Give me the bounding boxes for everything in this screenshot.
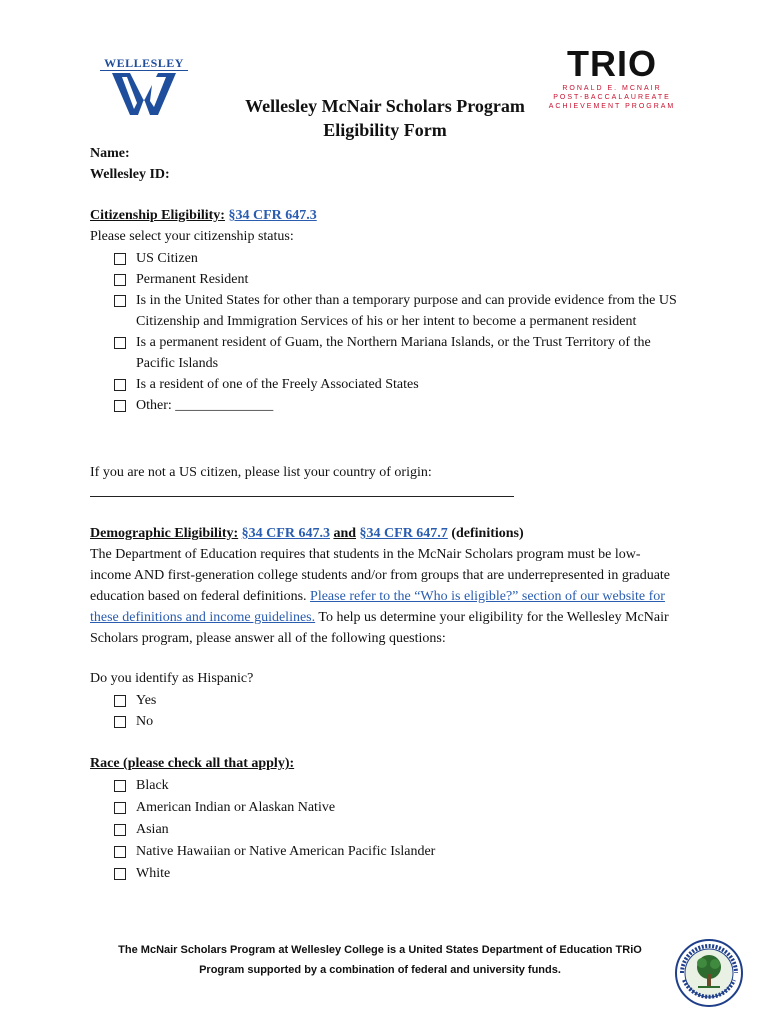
demographic-definitions: (definitions) [451,526,524,541]
checkbox[interactable] [114,253,126,265]
citizenship-option[interactable] [114,269,684,290]
checkbox[interactable] [114,400,126,412]
country-prompt: If you are not a US citizen, please list your country of origin: [90,465,432,480]
hispanic-question: Do you identify as Hispanic? [90,671,254,686]
title-line-1: Wellesley McNair Scholars Program [245,96,525,116]
option-label: No [136,714,154,729]
citizenship-heading-label: Citizenship Eligibility: [90,208,225,223]
hispanic-option[interactable] [114,711,414,732]
option-label: Native Hawaiian or Native American Pacific Islander [136,844,436,859]
option-label: White [136,866,171,881]
demographic-heading [90,523,524,544]
demographic-para-text-1: The Department of Education requires that students in the McNair Scholars program must be low-income AND first-generation college students and/or from groups that are underrepresented in graduate education based on federal definitions. [90,547,671,604]
trio-subtitle-2: POST-BACCALAUREATE [553,94,671,101]
hispanic-option[interactable] [114,690,414,711]
race-option[interactable] [114,863,614,885]
citizenship-prompt: Please select your citizenship status: [90,229,294,244]
checkbox[interactable] [114,695,126,707]
demographic-cfr-link-1[interactable]: §34 CFR 647.3 [241,526,330,541]
trio-subtitle-3: ACHIEVEMENT PROGRAM [548,103,676,110]
option-label: Asian [136,822,169,837]
checkbox[interactable] [114,337,126,349]
checkbox[interactable] [114,802,126,814]
option-label: Other: ______________ [136,398,274,413]
option-label: US Citizen [136,251,198,266]
checkbox[interactable] [114,824,126,836]
hispanic-options [114,690,414,732]
checkbox[interactable] [114,716,126,728]
race-option[interactable] [114,819,614,841]
footer-line-1: The McNair Scholars Program at Wellesley College is a United States Department of Education TRiO [118,944,642,956]
checkbox[interactable] [114,780,126,792]
demographic-paragraph [90,544,680,649]
race-option[interactable] [114,797,614,819]
footer-note [90,940,670,980]
option-label: Permanent Resident [136,272,249,287]
trio-logo [548,44,676,110]
option-label: American Indian or Alaskan Native [136,800,336,815]
option-label: Is a resident of one of the Freely Associated States [136,377,419,392]
checkbox[interactable] [114,868,126,880]
citizenship-option[interactable] [114,332,684,374]
citizenship-heading [90,205,317,226]
citizenship-option[interactable] [114,290,684,332]
race-option[interactable] [114,775,614,797]
citizenship-options [114,248,684,416]
wellesley-logo-text: WELLESLEY [100,56,188,71]
demographic-and: and [333,526,357,541]
page-title [200,94,570,142]
country-answer-line[interactable] [90,496,514,497]
citizenship-cfr-link[interactable]: §34 CFR 647.3 [228,208,317,223]
checkbox[interactable] [114,274,126,286]
race-option[interactable] [114,841,614,863]
demographic-para-text-2: To help us determine your eligibility for the Wellesley McNair Scholars program, please answer all of the following questions: [90,610,669,646]
name-label: Name: [90,146,130,161]
option-label: Yes [136,693,157,708]
citizenship-option[interactable] [114,395,684,416]
race-options [114,775,614,885]
checkbox[interactable] [114,295,126,307]
checkbox[interactable] [114,846,126,858]
citizenship-option[interactable] [114,248,684,269]
option-label: Black [136,778,169,793]
eligibility-website-link[interactable]: Please refer to the “Who is eligible?” section of our website for these definitions and income guidelines. [90,589,665,625]
title-line-2: Eligibility Form [323,120,447,140]
race-heading: Race (please check all that apply): [90,756,295,771]
wellesley-id-label: Wellesley ID: [90,167,170,182]
trio-subtitle-1: RONALD E. MCNAIR [562,85,662,92]
wellesley-w-icon [100,71,188,117]
footer-line-2: Program supported by a combination of federal and university funds. [199,964,561,976]
trio-logo-text: TRIO [567,43,657,84]
citizenship-option[interactable] [114,374,684,395]
department-of-education-seal-icon [674,938,744,1008]
demographic-heading-label: Demographic Eligibility: [90,526,239,541]
checkbox[interactable] [114,379,126,391]
option-label: Is in the United States for other than a temporary purpose and can provide evidence from the US Citizenship and Immigration Services of his or her intent to become a permanent resident [136,293,677,329]
option-label: Is a permanent resident of Guam, the Northern Mariana Islands, or the Trust Territory of the Pacific Islands [136,335,651,371]
demographic-cfr-link-2[interactable]: §34 CFR 647.7 [359,526,448,541]
wellesley-logo [100,56,188,118]
